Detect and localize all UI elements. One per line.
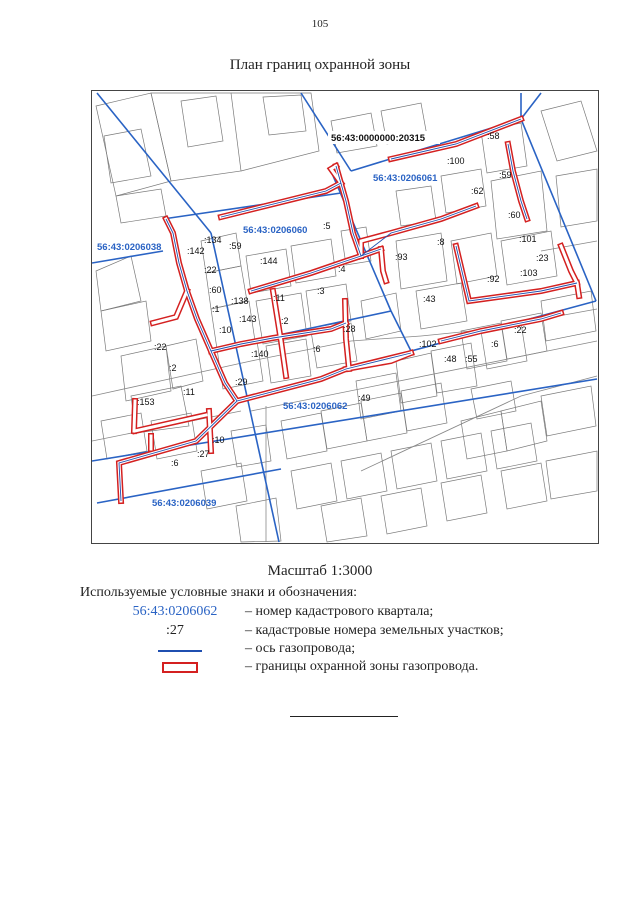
parcel-label: :138 [231,296,249,306]
parcel-label: :22 [514,325,527,335]
map-canvas [92,91,598,543]
parcel-label: :11 [183,387,195,397]
parcel-label: :92 [487,274,500,284]
parcel-label: :59 [499,170,512,180]
page-number: 105 [311,18,329,30]
legend-text: – кадастровые номера земельных участков; [245,623,504,638]
legend-text: – номер кадастрового квартала; [245,604,434,619]
parcel-label: :60 [508,210,521,220]
plan-title: План границ охранной зоны [229,57,411,73]
parcel-label: :43 [423,294,436,304]
parcel-label: :6 [171,458,179,468]
parcel-label: :22 [154,342,167,352]
parcel-label: :48 [444,354,457,364]
parcel-label: :62 [471,186,484,196]
parcel-label: :6 [491,339,499,349]
map[interactable] [91,90,599,544]
scale-label: Масштаб 1:3000 [267,563,373,579]
parcel-label: :23 [536,253,549,263]
parcel-label: :8 [437,237,445,247]
parcel-label: :2 [281,316,289,326]
quarter-label: 56:43:0206038 [97,242,162,253]
parcel-label: :10 [212,435,225,445]
legend-text: – ось газопровода; [245,641,356,656]
parcel-label: :58 [487,131,500,141]
parcel-label: :3 [317,286,325,296]
legend-item-gas-axis [80,641,600,661]
parcel-label: :55 [465,354,478,364]
parcel-label: :27 [197,449,210,459]
parcel-label: :4 [338,264,346,274]
legend-symbol-parcel: :27 [166,623,184,638]
legend-text: – границы охранной зоны газопровода. [245,659,479,674]
parcel-label: :6 [313,344,321,354]
parcel-label: :144 [260,256,278,266]
parcel-label: :5 [323,221,331,231]
legend-heading: Используемые условные знаки и обозначения: [80,585,358,600]
parcel-label: :153 [137,397,155,407]
legend-item-parcel [80,623,600,643]
parcel-label: :142 [187,246,205,256]
parcel-label: :2 [169,363,177,373]
parcel-label: :102 [419,339,437,349]
big-parcel-label: 56:43:0000000:20315 [331,133,426,144]
parcel-label: :60 [209,285,222,295]
quarter-label: 56:43:0206060 [243,225,308,236]
parcel-label: :29 [235,377,248,387]
protection-zone-symbol [162,662,198,673]
gas-axis-symbol [158,650,202,652]
parcel-label: :22 [204,265,217,275]
parcel-label: :103 [520,268,538,278]
quarter-label: 56:43:0206039 [152,498,217,509]
parcel-label: :93 [395,252,408,262]
parcel-label: :1 [212,304,220,314]
legend-symbol-quarter: 56:43:0206062 [132,604,218,619]
parcel-label: :140 [251,349,269,359]
parcel-label: :28 [343,324,356,334]
legend-item-protection-zone [80,659,600,679]
parcel-label: :100 [447,156,465,166]
quarter-label: 56:43:0206061 [373,173,438,184]
bottom-rule [290,716,398,717]
parcel-label: :11 [273,293,285,303]
legend-item-quarter [80,604,600,624]
parcel-label: :10 [219,325,232,335]
parcel-label: :59 [229,241,242,251]
parcel-label: :134 [204,235,222,245]
parcel-label: :49 [358,393,371,403]
quarter-label: 56:43:0206062 [283,401,348,412]
parcel-label: :143 [239,314,257,324]
parcel-label: :101 [519,234,537,244]
